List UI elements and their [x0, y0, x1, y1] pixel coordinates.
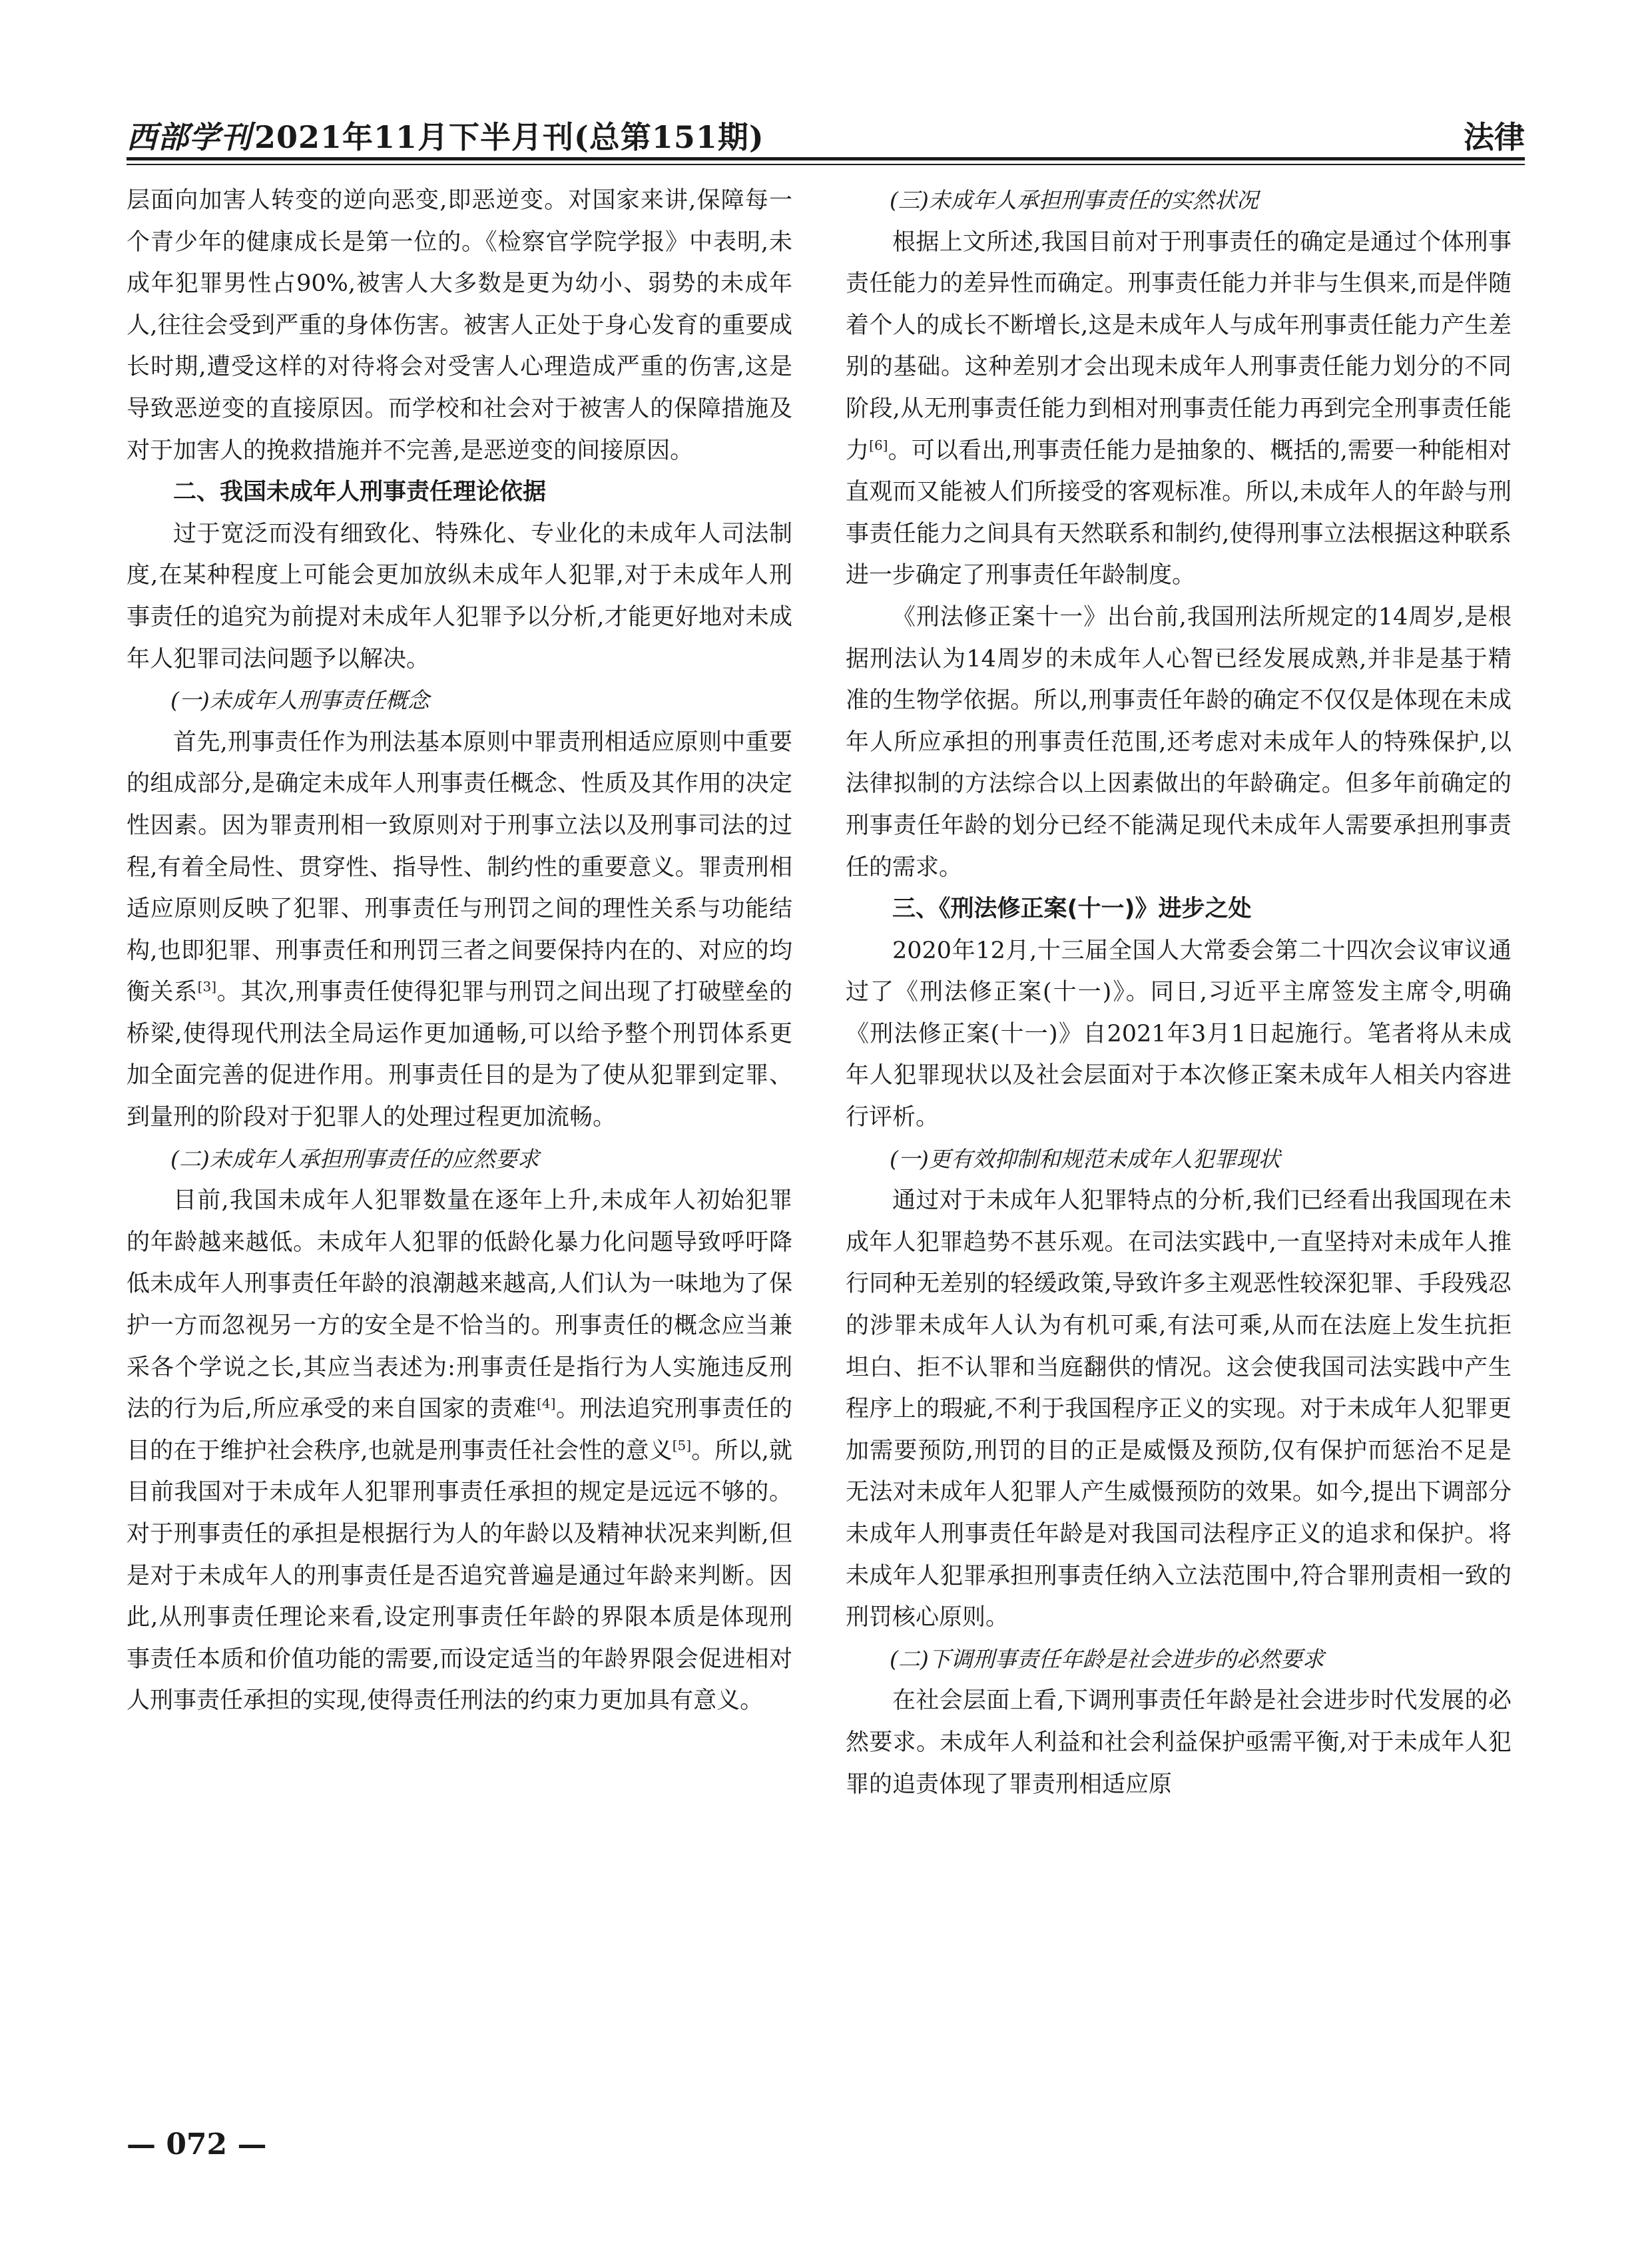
- subsection-heading: (二)未成年人承担刑事责任的应然要求: [170, 1145, 539, 1172]
- citation-ref: [6]: [869, 436, 888, 453]
- section-heading: 二、我国未成年人刑事责任理论依据: [173, 479, 547, 506]
- journal-logo: 西部学刊: [127, 119, 252, 155]
- page-number: — 072 —: [127, 2127, 267, 2161]
- subsection-heading: (二)下调刑事责任年龄是社会进步的必然要求: [890, 1645, 1324, 1672]
- issue-label: 2021年11月下半月刊(总第151期): [254, 119, 764, 155]
- paragraph: 目前,我国未成年人犯罪数量在逐年上升,未成年人初始犯罪的年龄越来越低。未成年人犯罪的低龄化暴力化问题导致呼吁降低未成年人刑事责任年龄的浪潮越来越高,人们认为一味地为了保护一方而忽视另一方的安全是不恰当的。刑事责任的概念应当兼采各个学说之长,其应当表述为:刑事责任是指行为人实施违反刑法的行为后,所应承受的来自国家的责难[4]。刑法追究刑事责任的目的在于维护社会秩序,也就是刑事责任社会性的意义[5]。所以,就目前我国对于未成年人犯罪刑事责任承担的规定是远远不够的。对于刑事责任的承担是根据行为人的年龄以及精神状况来判断,但是对于未成年人的刑事责任是否追究普遍是通过年龄来判断。因此,从刑事责任理论来看,设定刑事责任年龄的界限本质是体现刑事责任本质和价值功能的需要,而设定适当的年龄界限会促进相对人刑事责任承担的实现,使得责任刑法的约束力更加具有意义。: [127, 1187, 792, 1715]
- header-rule-thin: [127, 164, 1525, 165]
- paragraph: 层面向加害人转变的逆向恶变,即恶逆变。对国家来讲,保障每一个青少年的健康成长是第一位的。《检察官学院学报》中表明,未成年犯罪男性占90%,被害人大多数是更为幼小、弱势的未成年人,往往会受到严重的身体伤害。被害人正处于身心发育的重要成长时期,遭受这样的对待将会对受害人心理造成严重的伤害,这是导致恶逆变的直接原因。而学校和社会对于被害人的保障措施及对于加害人的挽救措施并不完善,是恶逆变的间接原因。: [127, 187, 792, 464]
- citation-ref: [5]: [672, 1437, 692, 1454]
- subsection-heading: (一)更有效抑制和规范未成年人犯罪现状: [890, 1145, 1280, 1172]
- right-column: [846, 180, 1512, 1805]
- citation-ref: [3]: [197, 978, 217, 995]
- citation-ref: [4]: [537, 1395, 556, 1412]
- subsection-heading: (一)未成年人刑事责任概念: [170, 687, 429, 714]
- subsection-heading: (三)未成年人承担刑事责任的实然状况: [890, 187, 1258, 213]
- paragraph: 过于宽泛而没有细致化、特殊化、专业化的未成年人司法制度,在某种程度上可能会更加放纵未成年人犯罪,对于未成年人刑事责任的追究为前提对未成年人犯罪予以分析,才能更好地对未成年人犯罪司法问题予以解决。: [127, 520, 792, 673]
- section-heading: 三、《刑法修正案(十一)》进步之处: [892, 896, 1252, 923]
- paragraph: 2020年12月,十三届全国人大常委会第二十四次会议审议通过了《刑法修正案(十一)》。同日,习近平主席签发主席令,明确《刑法修正案(十一)》自2021年3月1日起施行。笔者将从未成年人犯罪现状以及社会层面对于本次修正案未成年人相关内容进行评析。: [846, 937, 1512, 1131]
- running-header: [127, 113, 1525, 153]
- section-label: 法律: [1464, 119, 1525, 155]
- paragraph: 首先,刑事责任作为刑法基本原则中罪责刑相适应原则中重要的组成部分,是确定未成年人刑事责任概念、性质及其作用的决定性因素。因为罪责刑相一致原则对于刑事立法以及刑事司法的过程,有着全局性、贯穿性、指导性、制约性的重要意义。罪责刑相适应原则反映了犯罪、刑事责任与刑罚之间的理性关系与功能结构,也即犯罪、刑事责任和刑罚三者之间要保持内在的、对应的均衡关系[3]。其次,刑事责任使得犯罪与刑罚之间出现了打破壁垒的桥梁,使得现代刑法全局运作更加通畅,可以给予整个刑罚体系更加全面完善的促进作用。刑事责任目的是为了使从犯罪到定罪、到量刑的阶段对于犯罪人的处理过程更加流畅。: [127, 728, 792, 1131]
- header-rule: [127, 157, 1525, 160]
- left-column: [127, 180, 792, 1722]
- paragraph: 在社会层面上看,下调刑事责任年龄是社会进步时代发展的必然要求。未成年人利益和社会利益保护亟需平衡,对于未成年人犯罪的追责体现了罪责刑相适应原: [846, 1687, 1512, 1798]
- paragraph: 通过对于未成年人犯罪特点的分析,我们已经看出我国现在未成年人犯罪趋势不甚乐观。在司法实践中,一直坚持对未成年人推行同种无差别的轻缓政策,导致许多主观恶性较深犯罪、手段残忍的涉罪未成年人认为有机可乘,有法可乘,从而在法庭上发生抗拒坦白、拒不认罪和当庭翻供的情况。这会使我国司法实践中产生程序上的瑕疵,不利于我国程序正义的实现。对于未成年人犯罪更加需要预防,刑罚的目的正是威慑及预防,仅有保护而惩治不足是无法对未成年人犯罪人产生威慑预防的效果。如今,提出下调部分未成年人刑事责任年龄是对我国司法程序正义的追求和保护。将未成年人犯罪承担刑事责任纳入立法范围中,符合罪刑责相一致的刑罚核心原则。: [846, 1187, 1512, 1631]
- paragraph: 根据上文所述,我国目前对于刑事责任的确定是通过个体刑事责任能力的差异性而确定。刑事责任能力并非与生俱来,而是伴随着个人的成长不断增长,这是未成年人与成年刑事责任能力产生差别的基础。这种差别才会出现未成年人刑事责任能力划分的不同阶段,从无刑事责任能力到相对刑事责任能力再到完全刑事责任能力[6]。可以看出,刑事责任能力是抽象的、概括的,需要一种能相对直观而又能被人们所接受的客观标准。所以,未成年人的年龄与刑事责任能力之间具有天然联系和制约,使得刑事立法根据这种联系进一步确定了刑事责任年龄制度。: [846, 228, 1512, 589]
- journal-title: [127, 113, 764, 157]
- paragraph: 《刑法修正案十一》出台前,我国刑法所规定的14周岁,是根据刑法认为14周岁的未成年人心智已经发展成熟,并非是基于精准的生物学依据。所以,刑事责任年龄的确定不仅仅是体现在未成年人所应承担的刑事责任范围,还考虑对未成年人的特殊保护,以法律拟制的方法综合以上因素做出的年龄确定。但多年前确定的刑事责任年龄的划分已经不能满足现代未成年人需要承担刑事责任的需求。: [846, 603, 1512, 881]
